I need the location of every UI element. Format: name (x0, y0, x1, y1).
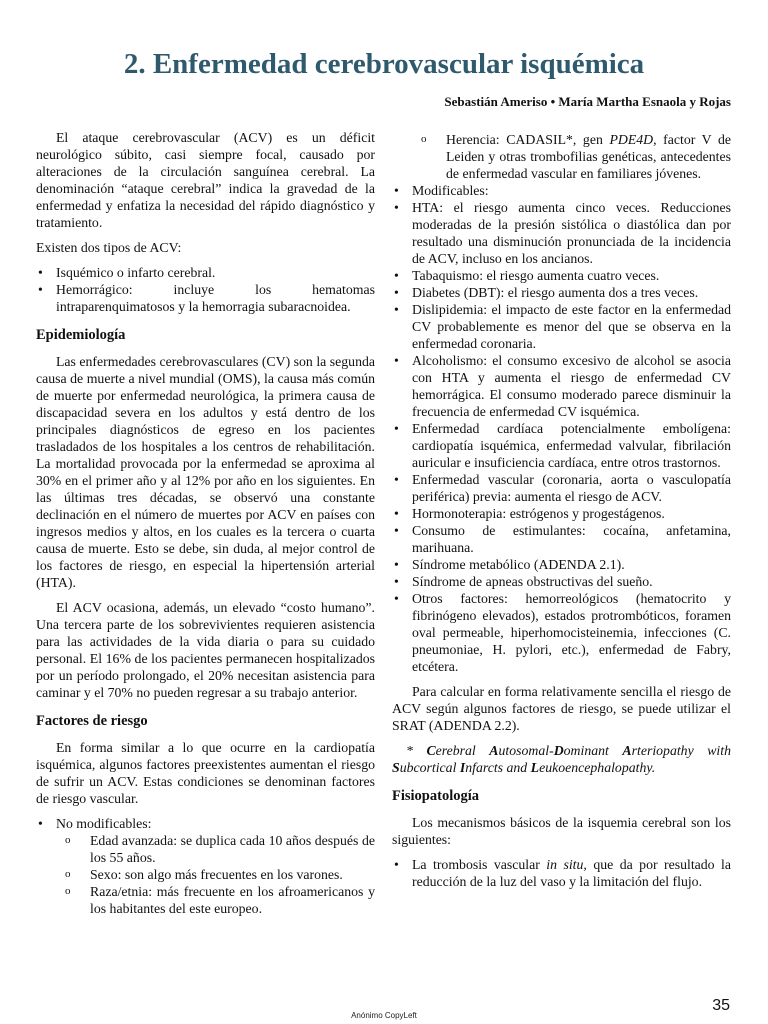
list-item: • Síndrome de apneas obstructivas del sueño. (392, 573, 731, 590)
page-number: 35 (712, 997, 730, 1014)
list-item: • Consumo de estimulantes: cocaína, anfetamina, marihuana. (392, 522, 731, 556)
footnote-text: utosomal- (498, 743, 554, 758)
mechanisms-list (392, 856, 731, 890)
acv-types-list (36, 264, 375, 315)
acronym-initial: C (426, 743, 436, 758)
thrombosis-text: La trombosis vascular (412, 857, 547, 872)
acronym-initial: I (459, 760, 466, 775)
heredity-text-rest: , factor V de Leiden y otras trombofilias genéticas, antecedentes de enfermedad vascular en familiares jóvenes. (446, 132, 731, 181)
in-situ-term: in situ (546, 857, 584, 872)
footnote-text: * (406, 743, 427, 758)
list-item: • Modificables: (392, 182, 731, 199)
footnote-text: rteriopathy with (631, 743, 731, 758)
left-column (36, 129, 375, 925)
risk-factors-paragraph: En forma similar a lo que ocurre en la cardiopatía isquémica, algunos factores preexistentes aumentan el riesgo de sufrir un ACV. Estas condiciones se denominan factores de riesgo vascular. (36, 740, 375, 806)
intro-paragraph: El ataque cerebrovascular (ACV) es un déficit neurológico súbito, casi siempre focal, causado por alteraciones de la circulación sanguínea cerebral. La denominación “ataque cerebral” indica la gravedad de la enfermedad y enfatiza la necesidad del rápido diagnóstico y tratamiento. (36, 130, 375, 230)
footnote-text: nfarcts and (465, 760, 531, 775)
heredity-text: Herencia: CADASIL*, gen (446, 132, 610, 147)
list-item: • Hormonoterapia: estrógenos y progestágenos. (392, 505, 731, 522)
right-column (392, 131, 731, 898)
list-item: • Diabetes (DBT): el riesgo aumenta dos a tres veces. (392, 284, 731, 301)
authors: Sebastián Ameriso • María Martha Esnaola y Rojas (444, 94, 731, 109)
modifiable-list (392, 182, 731, 675)
list-item: • Síndrome metabólico (ADENDA 2.1). (392, 556, 731, 573)
list-item (36, 815, 375, 917)
list-item: • Isquémico o infarto cerebral. (36, 264, 375, 281)
list-item: • Enfermedad cardíaca potencialmente embolígena: cardiopatía isquémica, enfermedad valvular, fibrilación auricular e insuficiencia cardíaca, entre otros trastornos. (392, 420, 731, 471)
list-item: • Dislipidemia: el impacto de este factor en la enfermedad CV probablemente es menor del que se observa en la enfermedad coronaria. (392, 301, 731, 352)
footnote-text: ubcortical (399, 760, 460, 775)
list-item: o Raza/etnia: más frecuente en los afroamericanos y los habitantes del este europeo. (36, 883, 375, 917)
list-item (392, 131, 731, 182)
heredity-sublist (392, 131, 731, 182)
list-item: • Tabaquismo: el riesgo aumenta cuatro veces. (392, 267, 731, 284)
non-modifiable-list (36, 815, 375, 917)
non-modifiable-label: No modificables: (56, 816, 152, 831)
acronym-initial: A (622, 743, 632, 758)
acronym-initial: L (530, 760, 540, 775)
srat-paragraph: Para calcular en forma relativamente sencilla el riesgo de ACV según algunos factores de riesgo, se puede utilizar el SRAT (ADENDA 2.2). (392, 684, 731, 733)
section-heading-factores: Factores de riesgo (36, 713, 148, 729)
footnote-text: . (651, 760, 656, 775)
footer-credit: Anónimo CopyLeft (351, 1011, 417, 1020)
epidemiology-paragraph: Las enfermedades cerebrovasculares (CV) son la segunda causa de muerte a nivel mundial (OMS), la causa más común de muerte por enfermedad neurológica, la primera causa de discapacidad severa en los adultos y está dentro de los principales diagnósticos de egreso en los pacientes trasladados de los hospitales a los centros de rehabilitación. La mortalidad provocada por la enfermedad se aproxima al 30% en el primer año y al 12% por año en los siguientes. En las últimas tres décadas, se observó una constante declinación en el número de muertes por ACV en países con ingresos medios y altos, en los cuales es la tercera o cuarta causa de muerte. Esto se debe, sin duda, al mejor control de los factores de riesgo, en especial la hipertensión arterial (HTA). (36, 354, 375, 590)
list-item: • Hemorrágico: incluye los hematomas intraparenquimatosos y la hemorragia subaracnoidea. (36, 281, 375, 315)
list-item (392, 856, 731, 890)
section-heading-fisiopatologia: Fisiopatología (392, 788, 480, 804)
list-item: • HTA: el riesgo aumenta cinco veces. Reducciones moderadas de la presión sistólica o diastólica dan por resultado una disminución pronunciada de la incidencia de ACV, incluso en los ancianos. (392, 199, 731, 267)
list-item: • Otros factores: hemorreológicos (hematocrito y fibrinógeno elevados), estados protrombóticos, foramen oval permeable, hiperhomocisteinemia, infecciones (C. pneumoniae, H. pylori, etc.), enfermedad de Fabry, etcétera. (392, 590, 731, 675)
thrombosis-text-rest: , que da por resultado la reducción de la luz del vaso y la limitación del flujo. (412, 857, 731, 889)
list-item: o Edad avanzada: se duplica cada 10 años después de los 55 años. (36, 832, 375, 866)
cadasil-footnote (392, 742, 731, 776)
footnote-text: erebral (435, 743, 490, 758)
physiopathology-paragraph: Los mecanismos básicos de la isquemia cerebral son los siguientes: (392, 815, 731, 847)
list-item: o Sexo: son algo más frecuentes en los varones. (36, 866, 375, 883)
acronym-initial: S (392, 760, 400, 775)
footnote-text: eukoencephalopathy (539, 760, 652, 775)
non-modifiable-sublist (36, 832, 375, 917)
types-intro: Existen dos tipos de ACV: (36, 240, 182, 255)
acronym-initial: D (553, 743, 564, 758)
human-cost-paragraph: El ACV ocasiona, además, un elevado “costo humano”. Una tercera parte de los sobrevivientes requieren asistencia para las actividades de la vida diaria o para su cuidado personal. El 16% de los pacientes permanecen hospitalizados por un período prolongado, el 20% necesitan asistencia para caminar y el 70% no pueden regresar a su trabajo anterior. (36, 600, 375, 700)
page-title: 2. Enfermedad cerebrovascular isquémica (123, 48, 645, 80)
footnote-text: ominant (563, 743, 623, 758)
gene-name: PDE4D (609, 132, 654, 147)
list-item: • Alcoholismo: el consumo excesivo de alcohol se asocia con HTA y aumenta el riesgo de enfermedad CV hemorrágica. El consumo moderado parece disminuir la frecuencia de enfermedad CV isquémica. (392, 352, 731, 420)
section-heading-epidemiologia: Epidemiología (36, 327, 126, 343)
list-item: • Enfermedad vascular (coronaria, aorta o vasculopatía periférica) previa: aumenta el riesgo de ACV. (392, 471, 731, 505)
acronym-initial: A (489, 743, 499, 758)
